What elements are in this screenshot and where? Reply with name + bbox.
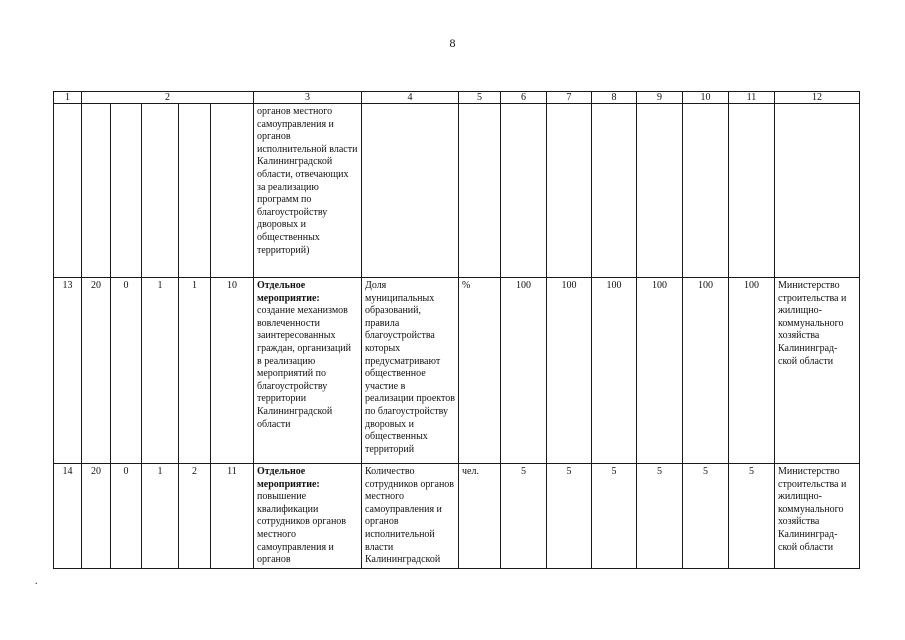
measure-cell (254, 464, 362, 569)
code-part: 1 (179, 278, 211, 464)
code-part: 1 (142, 464, 179, 569)
value-cell: 5 (729, 464, 775, 569)
program-table (53, 91, 860, 569)
header-col-2: 2 (82, 92, 254, 104)
header-col-10: 10 (683, 92, 729, 104)
header-col-9: 9 (637, 92, 683, 104)
margin-mark: . (35, 576, 38, 587)
continuation-text: органов местного самоуправления и органов исполнительной власти Калининградской области, отвечающих за реализацию программ по благоустройству дворовых и общественных территорий) (254, 104, 362, 278)
unit-cell: % (459, 278, 501, 464)
row-number: 13 (54, 278, 82, 464)
value-cell: 5 (637, 464, 683, 569)
page-number: 8 (449, 36, 456, 50)
table-row-continuation (54, 104, 860, 278)
header-col-7: 7 (547, 92, 592, 104)
value-cell: 5 (547, 464, 592, 569)
code-part: 20 (82, 464, 111, 569)
header-col-8: 8 (592, 92, 637, 104)
code-part: 0 (111, 464, 142, 569)
row-number: 14 (54, 464, 82, 569)
code-part: 11 (211, 464, 254, 569)
measure-title: Отдельное мероприятие: (257, 466, 320, 490)
measure-description: повышение квалификации сотрудников органов местного самоуправления и органов (257, 491, 347, 566)
code-part: 1 (142, 278, 179, 464)
value-cell: 100 (729, 278, 775, 464)
code-part: 2 (179, 464, 211, 569)
value-cell: 5 (592, 464, 637, 569)
value-cell: 100 (637, 278, 683, 464)
header-col-1: 1 (54, 92, 82, 104)
value-cell: 100 (547, 278, 592, 464)
value-cell: 5 (683, 464, 729, 569)
unit-cell: чел. (459, 464, 501, 569)
responsible-cell: Министерство строительства и жилищно-коммунального хозяйства Калининград-ской области (775, 464, 860, 569)
value-cell: 100 (501, 278, 547, 464)
header-col-12: 12 (775, 92, 860, 104)
measure-description: создание механизмов вовлеченности заинтересованных граждан, организаций в реализацию мероприятий по благоустройству территории Калининградской области (257, 305, 352, 430)
code-part: 20 (82, 278, 111, 464)
value-cell: 5 (501, 464, 547, 569)
table-row (54, 278, 860, 464)
header-row (54, 92, 860, 104)
value-cell: 100 (683, 278, 729, 464)
code-part: 0 (111, 278, 142, 464)
table-row (54, 464, 860, 569)
indicator-cell: Доля муниципальных образований, правила благоустройства которых предусматривают общественное участие в реализации проектов по благоустройству дворовых и общественных территорий (362, 278, 459, 464)
header-col-6: 6 (501, 92, 547, 104)
header-col-4: 4 (362, 92, 459, 104)
measure-cell (254, 278, 362, 464)
code-part: 10 (211, 278, 254, 464)
header-col-11: 11 (729, 92, 775, 104)
responsible-cell: Министерство строительства и жилищно-коммунального хозяйства Калининград-ской области (775, 278, 860, 464)
indicator-cell: Количество сотрудников органов местного самоуправления и органов исполнительной власти Калининградской (362, 464, 459, 569)
header-col-3: 3 (254, 92, 362, 104)
measure-title: Отдельное мероприятие: (257, 280, 320, 304)
header-col-5: 5 (459, 92, 501, 104)
value-cell: 100 (592, 278, 637, 464)
